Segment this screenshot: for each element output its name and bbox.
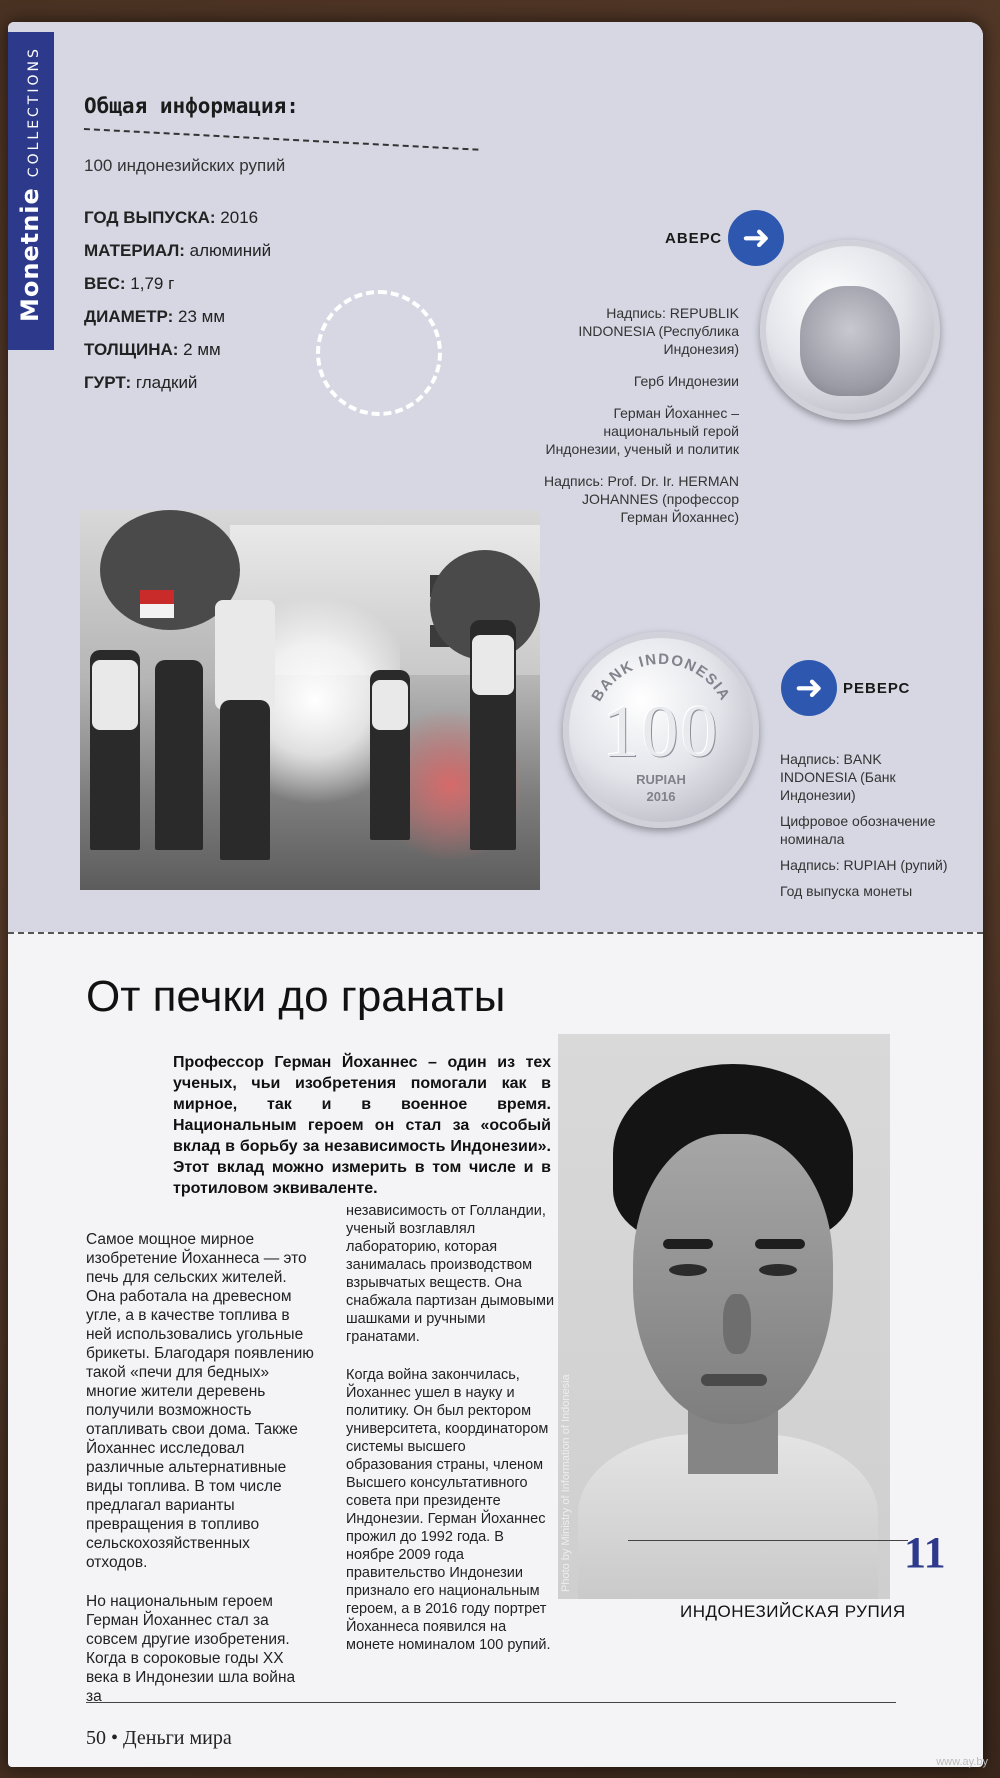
svg-text:BANK INDONESIA: BANK INDONESIA — [588, 650, 734, 705]
obverse-note: Надпись: REPUBLIK INDONESIA (Республика Индонезия) — [578, 305, 739, 357]
footer-rule-right — [628, 1540, 908, 1541]
obverse-coin-image — [760, 240, 940, 420]
paragraph: Самое мощное мирное изобретение Йоханнеса — это печь для сельских жителей. Она работала на древесном угле, а в качестве топлива в ней использовались угольные брикеты. Благодаря появлению такой «печи для бедных» многие жители деревень получили возможность отапливать свои дома. Также Йоханнес исследовал различные альтернативные виды топлива. В том числе предлагал варианты превращения в топливо сельскохозяйственных отходов. — [86, 1231, 314, 1571]
obverse-note: Надпись: Prof. Dr. Ir. HERMAN JOHANNES (профессор Герман Йоханнес) — [543, 473, 739, 525]
section-divider — [8, 932, 983, 934]
watermark: www.ay.by — [936, 1756, 988, 1768]
article-column-left — [86, 1230, 314, 1726]
section-footer-label: ИНДОНЕЗИЙСКАЯ РУПИЯ — [680, 1602, 906, 1621]
reverse-notes — [780, 750, 960, 908]
herman-johannes-portrait — [558, 1034, 890, 1599]
general-info-title: Общая информация: — [84, 94, 299, 118]
coin-year: 2016 — [646, 789, 676, 804]
obverse-label: АВЕРС — [665, 229, 723, 247]
coin-denomination: 100 — [602, 691, 720, 773]
article-headline: От печки до гранаты — [86, 972, 506, 1021]
historical-photo — [80, 510, 540, 890]
page-number: 11 — [904, 1528, 946, 1577]
collections-side-tab — [8, 32, 54, 350]
arrow-left-icon: ➜ — [781, 660, 837, 716]
spec-thickness: ТОЛЩИНА: 2 мм — [84, 340, 221, 359]
footer-magazine-title: 50 • Деньги мира — [86, 1727, 232, 1749]
side-tab-brand: Monetnie — [16, 187, 44, 322]
obverse-notes — [539, 304, 739, 540]
reverse-label: РЕВЕРС — [843, 679, 911, 697]
arrow-right-icon: ➜ — [728, 210, 784, 266]
spec-diameter: ДИАМЕТР: 23 мм — [84, 307, 226, 326]
paragraph: независимость от Голландии, ученый возглавлял лабораторию, которая занималась производством взрывчатых веществ. Она снабжала партизан дымовыми шашками и ручными гранатами. — [346, 1203, 555, 1345]
reverse-coin-image — [563, 632, 759, 828]
obverse-note: Герман Йоханнес – национальный герой Индонезии, ученый и политик — [545, 405, 739, 457]
obverse-note: Герб Индонезии — [633, 373, 739, 389]
coin-unit: RUPIAH — [636, 772, 686, 787]
article-lead: Профессор Герман Йоханнес – один из тех ученых, чьи изобретения помогали как в мирное, так и в военное время. Национальным героем он стал за «особый вклад в борьбу за независимость Индонезии». Этот вклад можно измерить в том числе и в тротиловом эквиваленте. — [173, 1054, 551, 1197]
photo-credit: Photo by Ministry of Information of Indonesia — [560, 1374, 572, 1592]
magazine-spread — [8, 22, 983, 1767]
footer-rule — [86, 1702, 896, 1703]
reverse-note: Надпись: RUPIAH (рупий) — [780, 857, 948, 873]
side-tab-sub: COLLECTIONS — [26, 46, 42, 178]
reverse-note: Цифровое обозначение номинала — [780, 813, 936, 847]
obverse-badge — [665, 210, 784, 266]
reverse-note: Год выпуска монеты — [780, 883, 913, 899]
coin-size-outline — [316, 290, 442, 416]
spec-edge: ГУРТ: гладкий — [84, 373, 198, 392]
coin-name: 100 индонезийских рупий — [84, 156, 286, 175]
article-column-right — [346, 1202, 556, 1674]
coin-portrait — [800, 286, 900, 396]
reverse-note: Надпись: BANK INDONESIA (Банк Индонезии) — [780, 751, 896, 803]
spec-material: МАТЕРИАЛ: алюминий — [84, 241, 272, 260]
reverse-badge — [781, 660, 910, 716]
paragraph: Но национальным героем Герман Йоханнес стал за совсем другие изобретения. Когда в сороковые годы XX века в Индонезии шла война за — [86, 1593, 296, 1705]
spec-year: ГОД ВЫПУСКА: 2016 — [84, 208, 259, 227]
paragraph: Когда война закончилась, Йоханнес ушел в науку и политику. Он был ректором университета, координатором системы высшего образования страны, членом Высшего консультативного совета при президенте Индонезии. Герман Йоханнес прожил до 1992 года. В ноябре 2009 года правительство Индонезии признало его национальным героем, а в 2016 году портрет Йоханнеса появился на монете номиналом 100 рупий. — [346, 1367, 551, 1653]
spec-weight: ВЕС: 1,79 г — [84, 274, 175, 293]
